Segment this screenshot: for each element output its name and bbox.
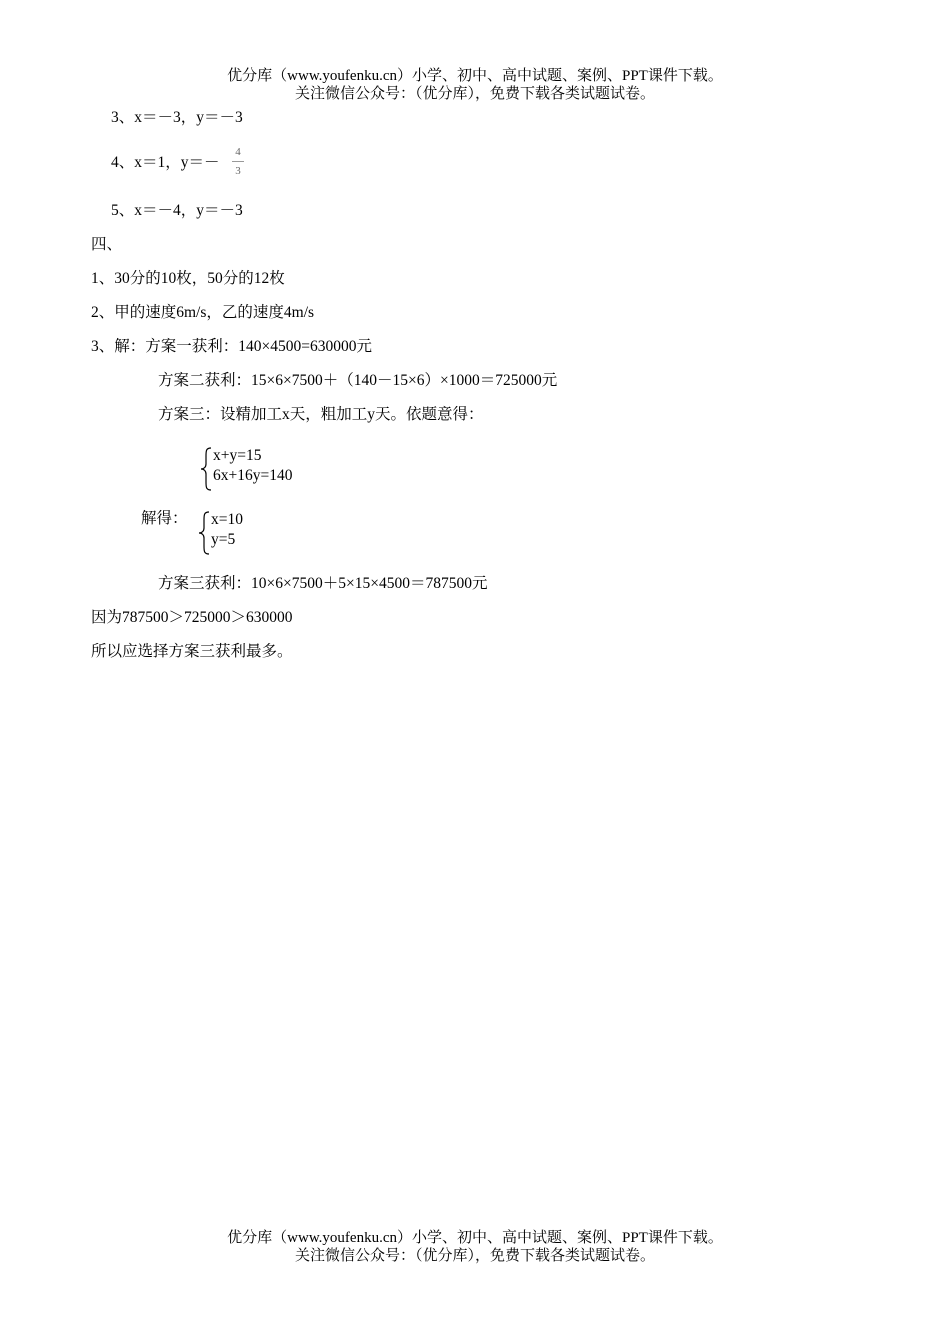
section-heading-four: 四、 [91,236,123,253]
left-brace-icon [200,447,212,491]
plan-two-profit: 方案二获利：15×6×7500＋（140－15×6）×1000＝725000元 [158,372,558,389]
equation-1: x+y=15 [213,447,262,464]
solve-label: 解得： [141,510,188,527]
solution-system [211,510,243,550]
comparison: 因为787500＞725000＞630000 [91,609,293,626]
header-line-2: 关注微信公众号：（优分库），免费下载各类试题试卷。 [294,86,655,102]
fraction-denominator: 3 [235,165,241,177]
answer-item-3: 3、x＝－3，y＝－3 [111,109,243,126]
fraction-four-thirds [232,146,244,178]
page-footer [0,1229,950,1265]
conclusion: 所以应选择方案三获利最多。 [91,643,293,660]
answer-item-4: 4、x＝1，y＝－ [111,154,220,171]
solution-y: y=5 [211,531,236,548]
footer-line-1: 优分库（www.youfenku.cn）小学、初中、高中试题、案例、PPT课件下载。 [227,1230,723,1246]
plan-three-setup: 方案三：设精加工x天，粗加工y天。依题意得： [158,406,484,423]
answer-item-5: 5、x＝－4，y＝－3 [111,202,243,219]
answer-q2: 2、甲的速度6m/s，乙的速度4m/s [91,304,315,321]
page-header [0,67,950,103]
plan-three-profit: 方案三获利：10×6×7500＋5×15×4500＝787500元 [158,575,488,592]
equation-system [213,446,292,486]
solution-x: x=10 [211,511,243,528]
fraction-numerator: 4 [235,146,241,158]
footer-line-2: 关注微信公众号：（优分库），免费下载各类试题试卷。 [294,1248,655,1264]
answer-q3: 3、解：方案一获利：140×4500=630000元 [91,338,372,355]
equation-2: 6x+16y=140 [213,467,293,484]
fraction-bar [232,161,244,162]
left-brace-icon [198,511,210,555]
answer-q1: 1、30分的10枚，50分的12枚 [91,270,285,287]
header-line-1: 优分库（www.youfenku.cn）小学、初中、高中试题、案例、PPT课件下载。 [227,68,723,84]
